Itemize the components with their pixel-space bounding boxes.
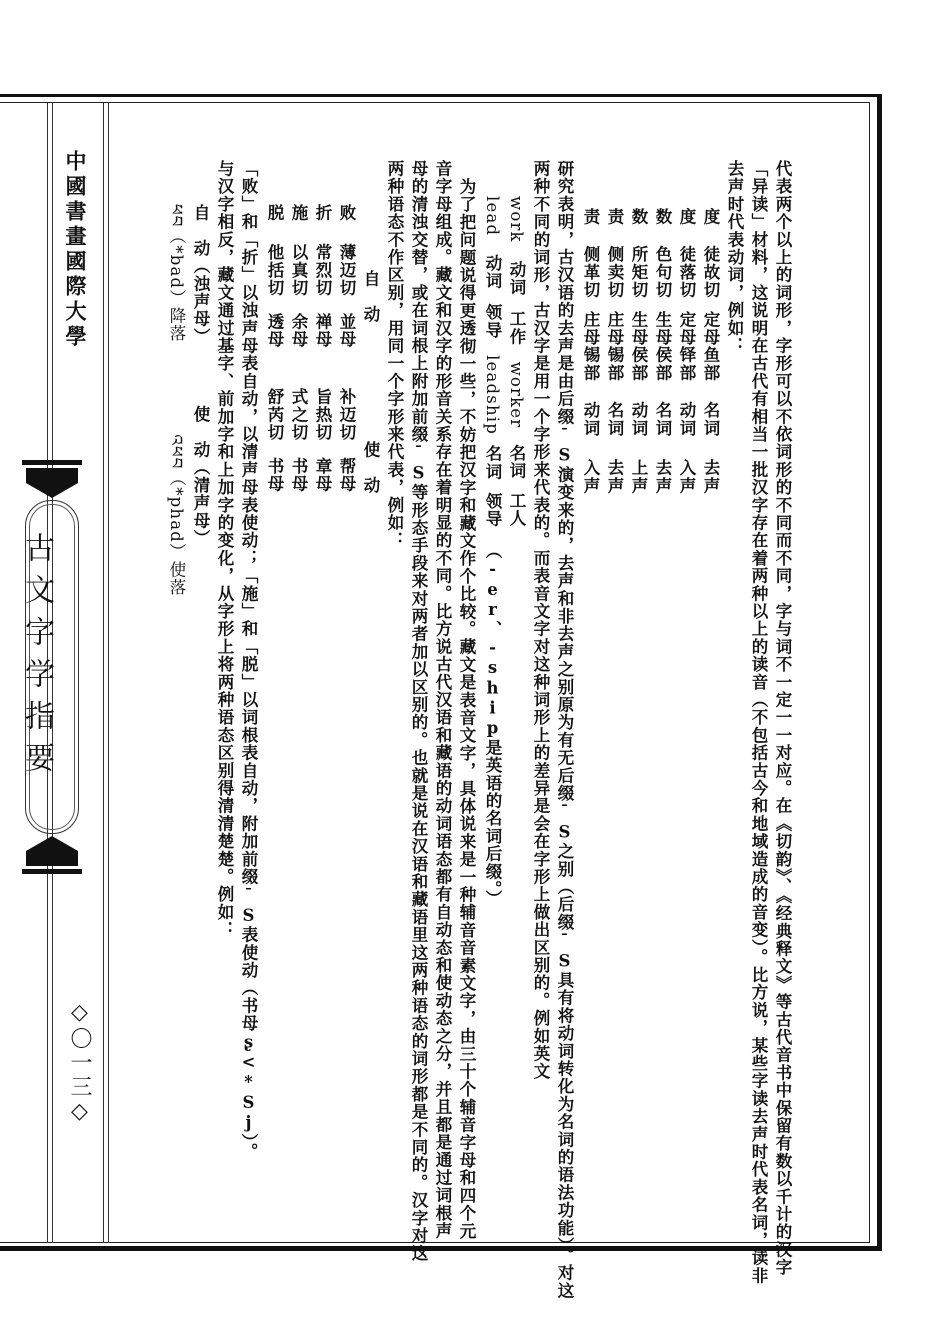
text-line: 母的清浊交替，或在词根上附加前缀ˉS等形态手段来对两者加以区别的。也就是说在汉语和藏语里这两种语态的词形都是不同的。汉字对这 — [409, 160, 428, 1263]
title-bar-bottom — [22, 869, 82, 874]
text-line: 两种语态不作区别，用同一个字形来代表，例如： — [385, 160, 404, 550]
table-row: 度徒落切定母铎部动词入声 — [677, 208, 696, 495]
title-bar-top — [22, 460, 82, 465]
english-example-row: lead动词领导leadship名词领导（-er、-ship是英语的名词后缀。） — [483, 196, 502, 908]
publisher-name: 中國書畫國際大學 — [63, 150, 88, 350]
table-row: 责侧革切庄母锡部动词入声 — [581, 208, 600, 495]
table-row: 脱他括切透母舒芮切书母 — [265, 204, 284, 493]
main-text — [150, 160, 792, 1300]
text-line: 为了把问题说得更透彻一些，不妨把汉字和藏文作个比较。藏文是表音文字，具体说来是一种辅音音素文字，由三十个辅音字母和四个元 — [457, 178, 476, 1240]
text-line: 研究表明，古汉语的去声是由后缀ˉS演变来的，去声和非去声之别原为有无后缀ˉS之别（后缀ˉS具有将动词转化为名词的语法功能）。对这 — [555, 160, 574, 1300]
table-row: 数所矩切生母侯部动词上声 — [629, 208, 648, 495]
sidebar-rule — [108, 103, 109, 1243]
table-row: 责侧卖切庄母锡部名词去声 — [605, 208, 624, 495]
sidebar-rule — [103, 103, 104, 1243]
title-cap-top — [26, 468, 78, 498]
text-line: 两种不同的词形，古汉字是用一个字形来代表的。而表音文字对这种词形上的差异是会在字形上做出区别的。例如英文 — [531, 160, 550, 1081]
table-header: 自 动使 动 — [361, 270, 380, 495]
text-line: 代表两个以上的词形，字形可以不依词形的不同而不同，字与词不一定一一对应。在《切韵》、《经典释文》等古代音书中保留有数以千计的汉字 — [773, 160, 792, 1277]
text-line: 「异读」材料，这说明在古代有相当一批汉字存在着两种以上的读音（不包括古今和地域造成的音变）。比方说，某些字读去声时代表名词，读非 — [749, 160, 768, 1285]
table-row: 数色句切生母侯部名词去声 — [653, 208, 672, 495]
table-row: 败薄迈切並母补迈切帮母 — [337, 204, 356, 493]
text-line: 音字母组成。藏文和汉字的形音关系存在着明显的不同。比方说古代汉语和藏语的动词语态都有自动态和使动态之分，并且都是通过词根声 — [433, 160, 452, 1240]
text-line: 与汉字相反，藏文通过基字、前加字和上加字的变化，从字形上将两种语态区别得清清楚楚。例如： — [215, 160, 234, 939]
table-row: 施以真切余母式之切书母 — [289, 204, 308, 493]
page-number: ◇〇一三◇ — [67, 1000, 92, 1126]
tibetan-example-labels: 自 动（浊声母）使 动（清声母） — [191, 204, 210, 548]
tibetan-example-words: ཕབ（*bad）降落འཕབ（*phad）使落 — [167, 204, 186, 597]
book-title: 古文字学指要 — [19, 532, 54, 784]
table-row: 折常烈切禅母旨热切章母 — [313, 204, 332, 493]
title-cap-bottom — [26, 836, 78, 866]
table-row: 度徒故切定母鱼部名词去声 — [701, 208, 720, 495]
text-line: 「败」和「折」以浊声母表自动，以清声母表使动；「施」和「脱」以词根表自动，附加前缀ˉS表使动（书母ʂ<*Sj）。 — [239, 160, 258, 1161]
english-example-row: work动词工作worker名词工人 — [507, 196, 526, 528]
text-line: 去声时代表动词，例如： — [725, 160, 744, 355]
